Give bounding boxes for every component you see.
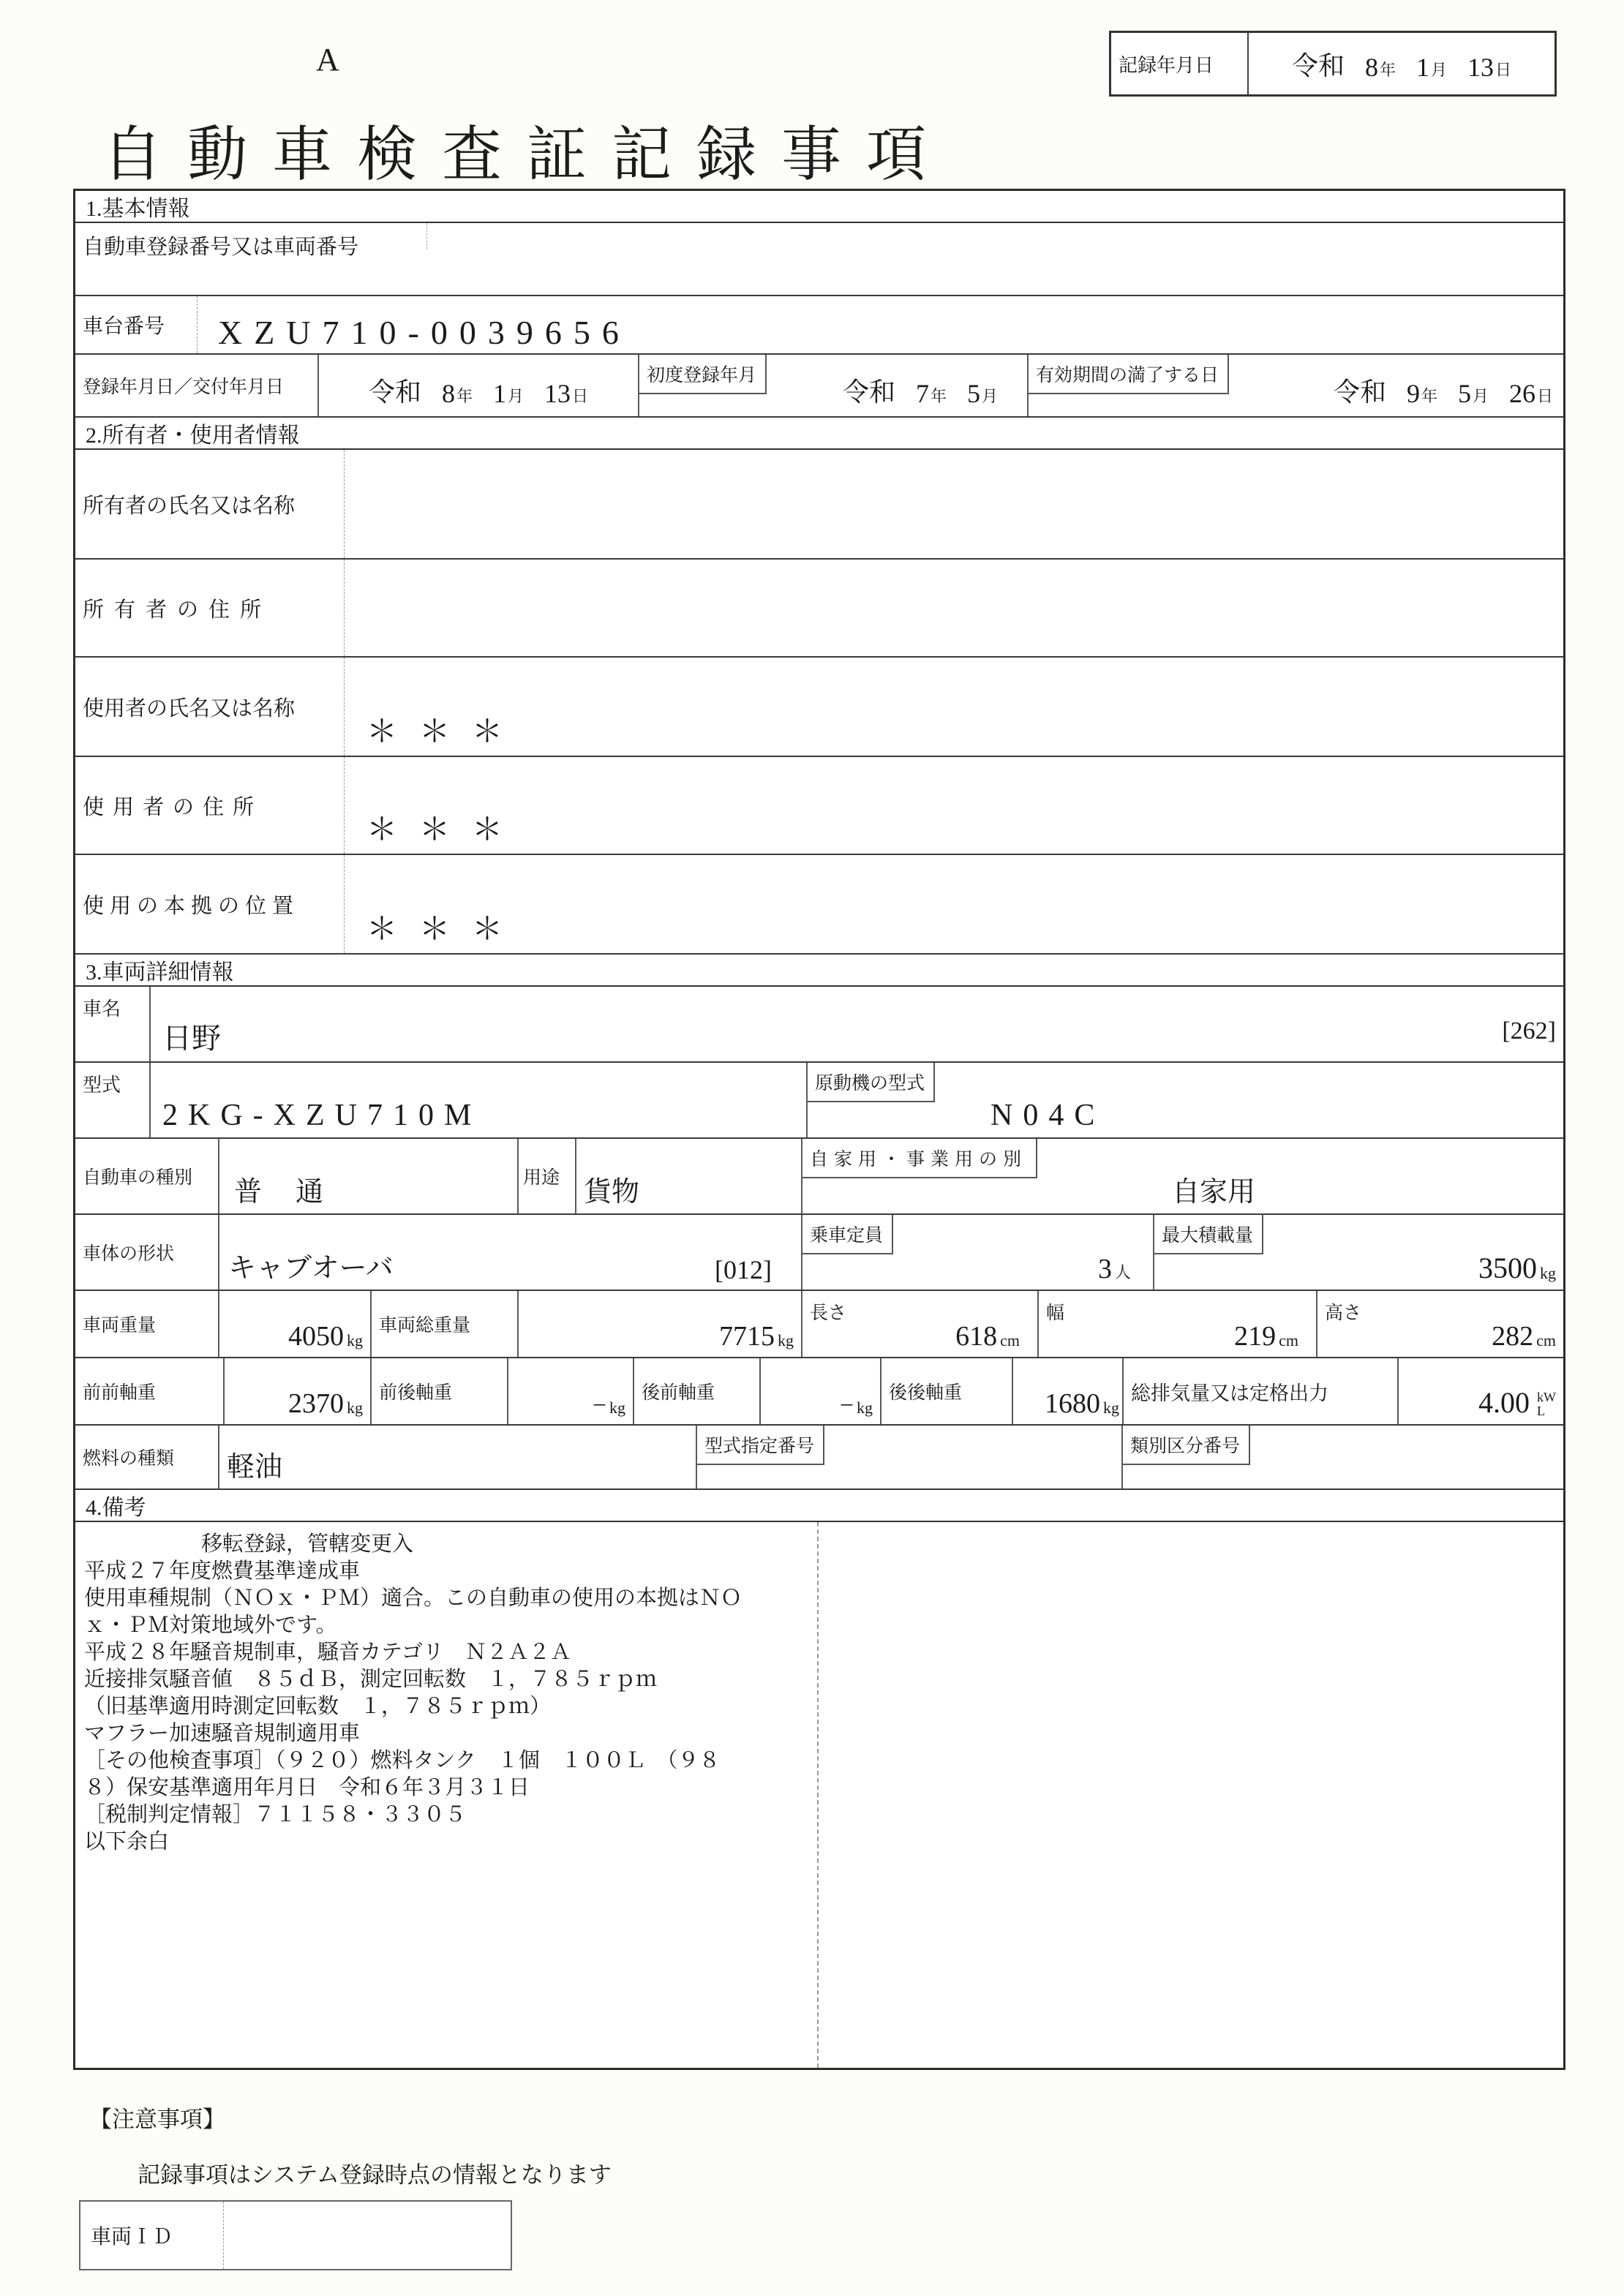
engine-model-label: 原動機の型式 <box>808 1063 935 1102</box>
owner-address-row <box>75 560 1563 658</box>
length-unit: cm <box>1000 1331 1020 1350</box>
vehicle-class-label: 自動車の種別 <box>83 1168 193 1188</box>
section4-heading: 4.備考 <box>75 1490 1563 1522</box>
rear-rear-axle-number: 1680 <box>1045 1388 1100 1419</box>
rear-rear-axle-value <box>1045 1388 1119 1420</box>
record-date-day: 13 <box>1467 52 1495 82</box>
expiry-date-year: 9 <box>1406 379 1420 408</box>
record-date-label: 記録年月日 <box>1111 33 1249 94</box>
expiry-date-label: 有効期間の満了する日 <box>1029 355 1229 394</box>
remarks-line: 平成２７年度燃費基準達成車 <box>84 1559 361 1583</box>
registration-date-label: 登録年月日／交付年月日 <box>83 377 285 397</box>
rear-front-axle-number: − <box>839 1392 854 1419</box>
height-value <box>1492 1320 1556 1352</box>
capacity-value <box>1098 1253 1131 1285</box>
registration-date-value <box>369 372 588 409</box>
first-registration-value <box>843 372 998 409</box>
car-name-label: 車名 <box>83 998 121 1020</box>
owner-name-label: 所有者の氏名又は名称 <box>83 494 296 518</box>
length-label: 長さ <box>810 1303 847 1323</box>
remarks-line: （旧基準適用時測定回転数 １，７８５ｒｐｍ） <box>84 1695 552 1718</box>
weight-row <box>75 1291 1563 1358</box>
remarks-divider <box>817 1522 819 2068</box>
capacity-unit: 人 <box>1114 1263 1131 1281</box>
page-corner-label: A <box>316 42 339 78</box>
body-shape-code: [012] <box>715 1255 772 1284</box>
use-label: 用途 <box>523 1168 560 1188</box>
expiry-date-year-unit: 年 <box>1421 387 1437 405</box>
front-rear-axle-unit: kg <box>609 1399 625 1417</box>
remarks-line: マフラー加速騒音規制適用車 <box>84 1722 361 1745</box>
registration-date-day-unit: 日 <box>572 387 589 405</box>
chassis-number-value: XZU710-0039656 <box>218 314 631 351</box>
remarks-line: 移転登録，管轄変更入 <box>201 1532 414 1556</box>
dates-row <box>75 355 1563 418</box>
owner-address-label: 所有者の住所 <box>83 598 272 622</box>
length-number: 618 <box>955 1321 998 1352</box>
front-front-axle-unit: kg <box>347 1399 363 1417</box>
width-number: 219 <box>1234 1321 1277 1352</box>
displacement-number: 4.00 <box>1478 1386 1530 1419</box>
vehicle-id-value <box>224 2202 511 2269</box>
remarks-line: 使用車種規制（ＮＯｘ・ＰＭ）適合。この自動車の使用の本拠はＮＯ <box>84 1587 743 1610</box>
front-rear-axle-value <box>593 1392 625 1420</box>
displacement-unit-bottom: L <box>1537 1404 1545 1419</box>
base-location-value: ＊＊＊ <box>366 913 525 946</box>
category-number-label: 類別区分番号 <box>1123 1426 1250 1465</box>
first-registration-label: 初度登録年月 <box>639 355 767 394</box>
axle-weight-row <box>75 1358 1563 1426</box>
rear-front-axle-value <box>840 1392 873 1420</box>
displacement-unit-top: kW <box>1537 1390 1556 1405</box>
remarks-line: ｘ・ＰＭ対策地域外です。 <box>84 1614 337 1637</box>
model-value: 2KG-XZU710M <box>162 1099 482 1132</box>
first-registration-era: 令和 <box>842 377 895 407</box>
expiry-date-day: 26 <box>1508 379 1535 408</box>
record-date-year-unit: 年 <box>1379 60 1396 79</box>
remarks-line: 平成２８年騒音規制車，騒音カテゴリ Ｎ２Ａ２Ａ <box>84 1641 571 1664</box>
max-load-unit: kg <box>1540 1264 1556 1282</box>
chassis-number-label: 車台番号 <box>83 315 165 338</box>
registration-number-divider <box>426 223 427 249</box>
height-unit: cm <box>1536 1331 1556 1350</box>
remarks-area <box>75 1522 1563 2068</box>
front-rear-axle-label: 前後軸重 <box>379 1383 453 1403</box>
remarks-line: 以下余白 <box>84 1830 170 1853</box>
expiry-date-era: 令和 <box>1333 377 1386 407</box>
user-address-value: ＊＊＊ <box>366 813 525 847</box>
remarks-lines <box>75 1522 808 1856</box>
record-date-month: 1 <box>1416 52 1429 82</box>
body-shape-value: キャブオーバ <box>228 1253 394 1284</box>
width-label: 幅 <box>1046 1303 1065 1323</box>
gross-weight-number: 7715 <box>719 1321 775 1352</box>
gross-weight-label: 車両総重量 <box>379 1316 471 1336</box>
expiry-date-day-unit: 日 <box>1536 387 1553 405</box>
vehicle-id-box <box>79 2200 512 2270</box>
private-business-label: 自家用・事業用の別 <box>802 1139 1037 1178</box>
max-load-value <box>1478 1251 1556 1285</box>
registration-date-day: 13 <box>544 379 571 408</box>
expiry-date-month: 5 <box>1457 379 1471 408</box>
first-registration-year-unit: 年 <box>930 387 947 405</box>
chassis-number-row <box>75 296 1563 355</box>
fuel-type-value: 軽油 <box>227 1452 283 1483</box>
remarks-line: ［税制判定情報］７１１５８・３３０５ <box>84 1803 467 1826</box>
width-unit: cm <box>1279 1331 1298 1350</box>
car-name-row <box>75 987 1563 1063</box>
model-label: 型式 <box>83 1074 121 1096</box>
expiry-date-month-unit: 月 <box>1472 387 1489 405</box>
record-date-era: 令和 <box>1291 50 1345 80</box>
displacement-label: 総排気量又は定格出力 <box>1131 1382 1328 1404</box>
rear-front-axle-label: 後前軸重 <box>642 1383 715 1403</box>
record-date-day-unit: 日 <box>1495 60 1512 79</box>
user-name-value: ＊＊＊ <box>366 715 525 749</box>
record-date-box <box>1109 31 1557 97</box>
first-registration-month: 5 <box>966 379 980 408</box>
type-designation-label: 型式指定番号 <box>697 1426 824 1465</box>
body-shape-label: 車体の形状 <box>83 1244 175 1264</box>
vehicle-weight-number: 4050 <box>288 1321 344 1352</box>
vehicle-weight-label: 車両重量 <box>83 1316 157 1336</box>
vehicle-weight-unit: kg <box>347 1331 363 1350</box>
registration-date-month-unit: 月 <box>508 387 525 405</box>
user-address-label: 使用者の住所 <box>83 795 263 819</box>
section1-heading: 1.基本情報 <box>75 191 1563 223</box>
notice-heading: 【注意事項】 <box>89 2107 225 2132</box>
displacement-unit <box>1537 1390 1556 1420</box>
vehicle-id-label: 車両ＩＤ <box>80 2202 224 2269</box>
fuel-type-label: 燃料の種類 <box>83 1449 175 1469</box>
vehicle-weight-value <box>288 1320 363 1352</box>
owner-name-row <box>75 450 1563 560</box>
section2-heading: 2.所有者・使用者情報 <box>75 418 1563 450</box>
displacement-value <box>1478 1385 1556 1420</box>
registration-number-label: 自動車登録番号又は車両番号 <box>83 236 359 259</box>
class-row <box>75 1139 1563 1215</box>
rear-rear-axle-unit: kg <box>1103 1399 1119 1417</box>
vehicle-class-value: 普通 <box>234 1177 358 1208</box>
remarks-line: ８）保安基準適用年月日 令和６年３月３１日 <box>84 1776 530 1799</box>
front-front-axle-number: 2370 <box>288 1388 344 1419</box>
registration-date-year-unit: 年 <box>456 387 473 405</box>
remarks-line: 近接排気騒音値 ８５ｄＢ，測定回転数 １，７８５ｒｐｍ <box>84 1668 658 1691</box>
registration-number-row <box>75 223 1563 296</box>
height-label: 高さ <box>1325 1303 1362 1323</box>
first-registration-month-unit: 月 <box>981 387 998 405</box>
gross-weight-unit: kg <box>778 1331 794 1350</box>
registration-date-month: 1 <box>493 379 506 408</box>
front-front-axle-value <box>288 1388 363 1420</box>
max-load-number: 3500 <box>1478 1251 1537 1284</box>
base-location-label: 使用の本拠の位置 <box>83 894 300 918</box>
record-date-value <box>1249 33 1555 94</box>
capacity-number: 3 <box>1097 1254 1112 1284</box>
use-value: 貨物 <box>584 1177 640 1208</box>
height-number: 282 <box>1492 1321 1534 1352</box>
base-location-row <box>75 855 1563 955</box>
user-address-row <box>75 757 1563 855</box>
section3-heading: 3.車両詳細情報 <box>75 955 1563 987</box>
rear-rear-axle-label: 後後軸重 <box>889 1383 963 1403</box>
length-value <box>955 1320 1020 1352</box>
user-name-row <box>75 658 1563 757</box>
notice-text: 記録事項はシステム登録時点の情報となります <box>138 2162 612 2188</box>
body-shape-row <box>75 1215 1563 1291</box>
gross-weight-value <box>719 1320 794 1352</box>
record-date-year: 8 <box>1364 52 1378 82</box>
rear-front-axle-unit: kg <box>857 1399 873 1417</box>
page-title: 自動車検査証記録事項 <box>102 121 952 188</box>
front-front-axle-label: 前前軸重 <box>83 1383 157 1403</box>
user-name-label: 使用者の氏名又は名称 <box>83 696 296 720</box>
first-registration-year: 7 <box>915 379 929 408</box>
front-rear-axle-number: − <box>592 1392 606 1419</box>
width-value <box>1234 1320 1298 1352</box>
model-row <box>75 1063 1563 1139</box>
fuel-row <box>75 1426 1563 1490</box>
engine-model-value: N04C <box>990 1099 1105 1132</box>
car-name-value: 日野 <box>162 1022 221 1055</box>
remarks-line: ［その他検査事項］（９２０）燃料タンク １個 １００Ｌ （９８ <box>84 1749 721 1772</box>
record-date-month-unit: 月 <box>1431 60 1448 79</box>
expiry-date-value <box>1334 372 1553 409</box>
capacity-label: 乗車定員 <box>802 1215 893 1254</box>
car-name-code: [262] <box>1502 1017 1556 1045</box>
private-business-value: 自家用 <box>1172 1177 1256 1208</box>
registration-date-year: 8 <box>441 379 455 408</box>
certificate-table <box>73 189 1565 2070</box>
max-load-label: 最大積載量 <box>1154 1215 1263 1254</box>
registration-date-era: 令和 <box>368 377 421 407</box>
